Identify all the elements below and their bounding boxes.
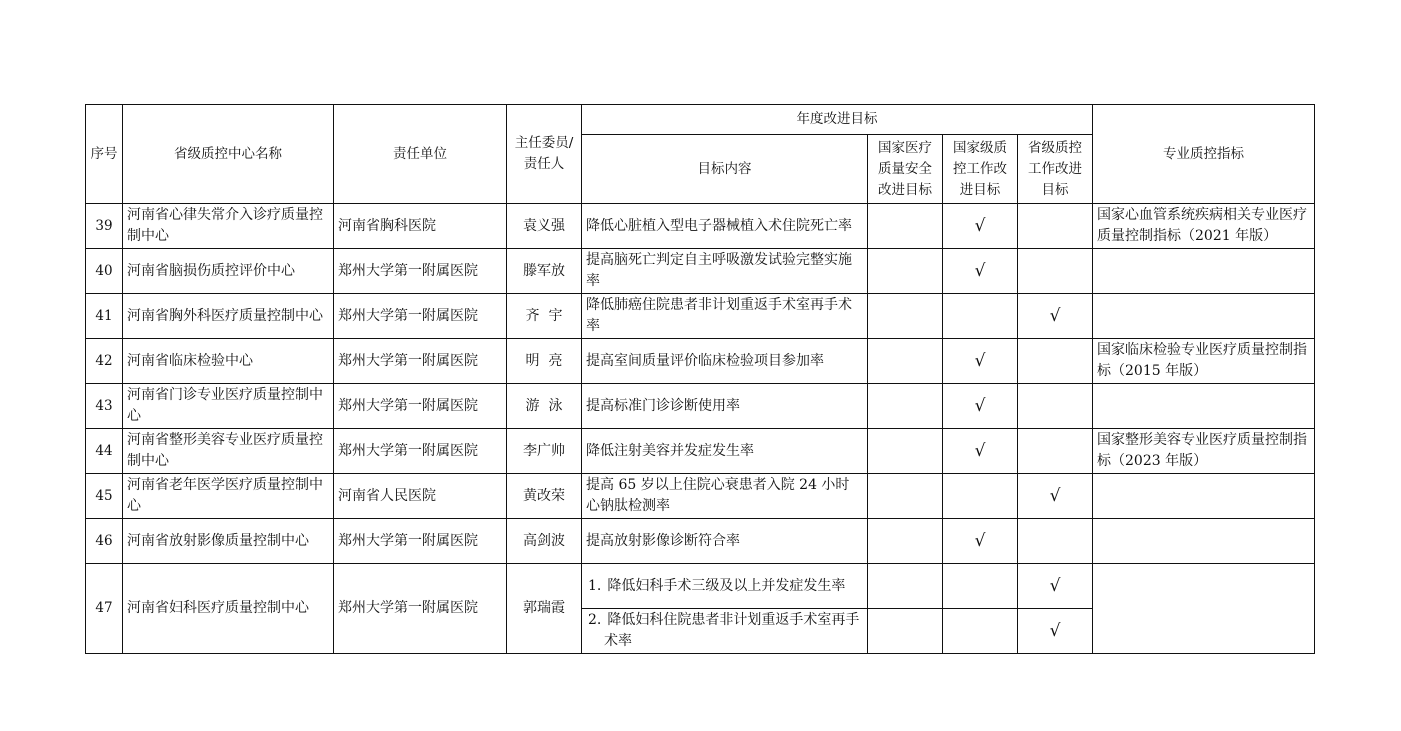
goal-number: 1.	[588, 577, 602, 594]
row-center-name: 河南省脑损伤质控评价中心	[123, 249, 334, 294]
row-national-work-mark: √	[943, 384, 1018, 429]
row-national-work-mark: √	[943, 519, 1018, 564]
row-index: 40	[86, 249, 123, 294]
row-indicator: 国家整形美容专业医疗质量控制指标（2023 年版）	[1093, 429, 1315, 474]
goal-text: 提高 65 岁以上住院心衰患者入院 24 小时心钠肽检测率	[586, 477, 850, 514]
row-center-name: 河南省老年医学医疗质量控制中心	[123, 474, 334, 519]
row-national-safety-mark	[868, 429, 943, 474]
row-national-safety-mark	[868, 609, 943, 654]
row-center-name: 河南省放射影像质量控制中心	[123, 519, 334, 564]
row-unit: 郑州大学第一附属医院	[334, 249, 507, 294]
row-provincial-work-mark	[1018, 339, 1093, 384]
goal-text: 降低心脏植入型电子器械植入术住院死亡率	[586, 217, 852, 234]
goal-text: 提高脑死亡判定自主呼吸激发试验完整实施率	[586, 252, 852, 289]
row-goal-content	[582, 564, 868, 609]
row-indicator: 国家临床检验专业医疗质量控制指标（2015 年版）	[1093, 339, 1315, 384]
row-director: 高剑波	[507, 519, 582, 564]
row-national-work-mark	[943, 474, 1018, 519]
row-provincial-work-mark	[1018, 429, 1093, 474]
row-national-work-mark	[943, 564, 1018, 609]
row-center-name: 河南省整形美容专业医疗质量控制中心	[123, 429, 334, 474]
table-body	[86, 204, 1315, 654]
row-national-work-mark	[943, 609, 1018, 654]
header-unit: 责任单位	[334, 105, 507, 204]
row-unit: 河南省胸科医院	[334, 204, 507, 249]
quality-control-table	[85, 104, 1315, 654]
table-row	[86, 339, 1315, 384]
row-national-work-mark	[943, 294, 1018, 339]
row-provincial-work-mark	[1018, 384, 1093, 429]
row-index: 43	[86, 384, 123, 429]
row-national-safety-mark	[868, 339, 943, 384]
row-goal-content	[582, 474, 868, 519]
header-director: 主任委员/责任人	[507, 105, 582, 204]
header-annual-goals: 年度改进目标	[582, 105, 1093, 135]
goal-text: 提高放射影像诊断符合率	[586, 532, 740, 549]
row-index: 45	[86, 474, 123, 519]
header-goal-content: 目标内容	[582, 135, 868, 204]
row-provincial-work-mark: √	[1018, 474, 1093, 519]
goal-text: 降低妇科手术三级及以上并发症发生率	[607, 577, 846, 594]
table-row	[86, 429, 1315, 474]
goal-text: 提高室间质量评价临床检验项目参加率	[586, 352, 824, 369]
row-center-name: 河南省门诊专业医疗质量控制中心	[123, 384, 334, 429]
table-row	[86, 204, 1315, 249]
header-national-safety: 国家医疗质量安全改进目标	[868, 135, 943, 204]
header-national-work: 国家级质控工作改进目标	[943, 135, 1018, 204]
row-center-name: 河南省妇科医疗质量控制中心	[123, 564, 334, 654]
row-indicator	[1093, 249, 1315, 294]
row-national-work-mark: √	[943, 249, 1018, 294]
header-provincial-work: 省级质控工作改进目标	[1018, 135, 1093, 204]
table-row	[86, 384, 1315, 429]
table-row	[86, 249, 1315, 294]
goal-number: 2.	[588, 612, 602, 628]
row-goal-content	[582, 339, 868, 384]
row-provincial-work-mark: √	[1018, 609, 1093, 654]
row-unit: 郑州大学第一附属医院	[334, 429, 507, 474]
header-indicators: 专业质控指标	[1093, 105, 1315, 204]
row-director: 游 泳	[507, 384, 582, 429]
table-row	[86, 564, 1315, 609]
row-indicator	[1093, 384, 1315, 429]
goal-text: 降低肺癌住院患者非计划重返手术室再手术率	[586, 297, 852, 334]
row-indicator	[1093, 564, 1315, 654]
row-goal-content	[582, 249, 868, 294]
row-goal-content	[582, 204, 868, 249]
row-indicator	[1093, 294, 1315, 339]
goal-text: 降低妇科住院患者非计划重返手术室再手术率	[604, 612, 860, 649]
row-national-safety-mark	[868, 249, 943, 294]
row-national-safety-mark	[868, 294, 943, 339]
row-unit: 郑州大学第一附属医院	[334, 339, 507, 384]
row-national-safety-mark	[868, 474, 943, 519]
row-unit: 郑州大学第一附属医院	[334, 384, 507, 429]
row-unit: 郑州大学第一附属医院	[334, 519, 507, 564]
row-center-name: 河南省胸外科医疗质量控制中心	[123, 294, 334, 339]
row-center-name: 河南省临床检验中心	[123, 339, 334, 384]
row-indicator	[1093, 474, 1315, 519]
goal-text: 提高标准门诊诊断使用率	[586, 397, 740, 414]
row-national-safety-mark	[868, 564, 943, 609]
row-director: 滕军放	[507, 249, 582, 294]
row-director: 黄改荣	[507, 474, 582, 519]
row-unit: 郑州大学第一附属医院	[334, 294, 507, 339]
row-provincial-work-mark	[1018, 249, 1093, 294]
row-provincial-work-mark	[1018, 204, 1093, 249]
header-row-1	[86, 105, 1315, 135]
row-national-work-mark: √	[943, 204, 1018, 249]
row-center-name: 河南省心律失常介入诊疗质量控制中心	[123, 204, 334, 249]
row-provincial-work-mark: √	[1018, 294, 1093, 339]
row-national-safety-mark	[868, 519, 943, 564]
row-director: 明 亮	[507, 339, 582, 384]
row-goal-content	[582, 429, 868, 474]
row-unit: 河南省人民医院	[334, 474, 507, 519]
row-goal-content	[582, 384, 868, 429]
row-provincial-work-mark	[1018, 519, 1093, 564]
row-goal-content	[582, 609, 868, 654]
row-national-safety-mark	[868, 204, 943, 249]
row-index: 41	[86, 294, 123, 339]
table-row	[86, 474, 1315, 519]
row-unit: 郑州大学第一附属医院	[334, 564, 507, 654]
row-director: 李广帅	[507, 429, 582, 474]
row-index: 44	[86, 429, 123, 474]
row-goal-content	[582, 519, 868, 564]
row-director: 袁义强	[507, 204, 582, 249]
table-row	[86, 519, 1315, 564]
row-index: 47	[86, 564, 123, 654]
row-national-safety-mark	[868, 384, 943, 429]
row-index: 39	[86, 204, 123, 249]
goal-text: 降低注射美容并发症发生率	[586, 442, 754, 459]
row-provincial-work-mark: √	[1018, 564, 1093, 609]
row-director: 齐 宇	[507, 294, 582, 339]
header-index: 序号	[86, 105, 123, 204]
row-national-work-mark: √	[943, 429, 1018, 474]
table-row	[86, 294, 1315, 339]
row-director: 郭瑞霞	[507, 564, 582, 654]
header-center-name: 省级质控中心名称	[123, 105, 334, 204]
row-index: 46	[86, 519, 123, 564]
row-national-work-mark: √	[943, 339, 1018, 384]
row-indicator	[1093, 519, 1315, 564]
row-index: 42	[86, 339, 123, 384]
row-indicator: 国家心血管系统疾病相关专业医疗质量控制指标（2021 年版）	[1093, 204, 1315, 249]
row-goal-content	[582, 294, 868, 339]
